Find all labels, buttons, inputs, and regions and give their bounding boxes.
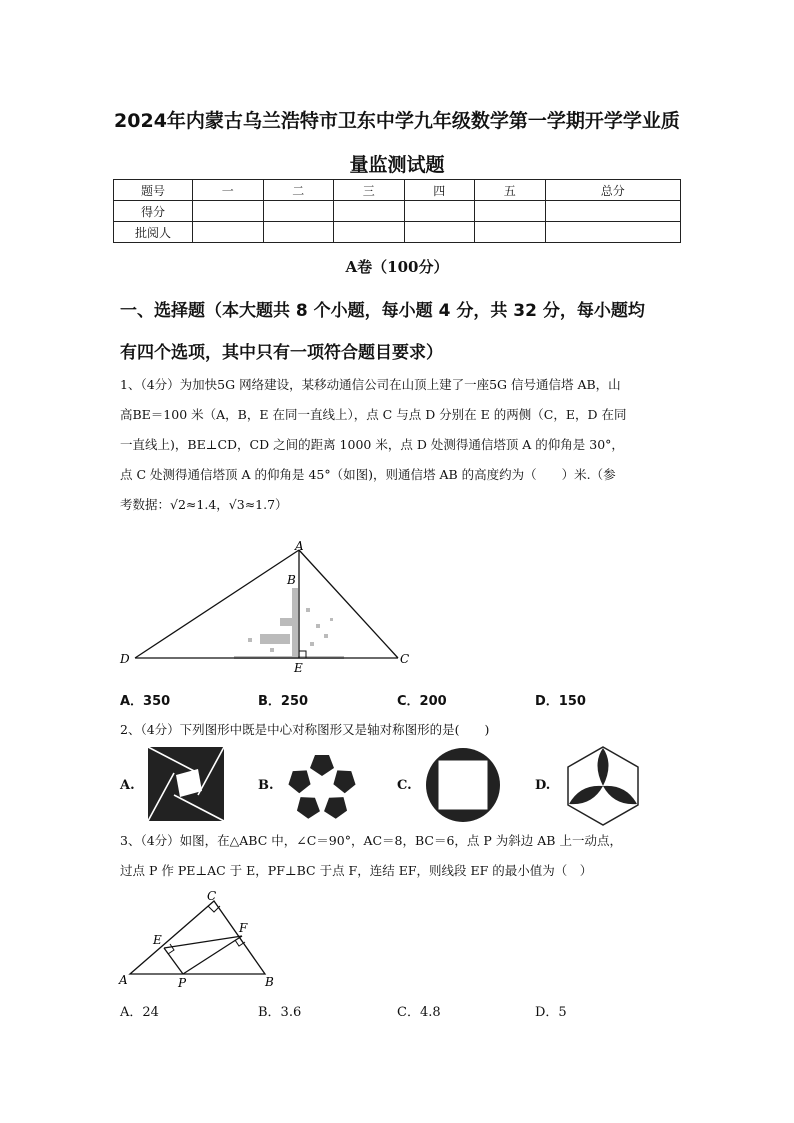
- question-1-text: [120, 370, 680, 520]
- option-c[interactable]: C．200: [397, 694, 447, 709]
- segment-pe: [164, 948, 183, 974]
- score-cell: [263, 222, 334, 243]
- score-table-header-cell: 总分: [545, 180, 681, 201]
- question-line: 1、（4分）为加快5G 网络建设，某移动通信公司在山顶上建了一座5G 信号通信塔 AB，山: [120, 377, 621, 392]
- question-3-text: [120, 826, 680, 886]
- score-cell: [545, 222, 681, 243]
- q2-option-b-label[interactable]: B.: [258, 778, 274, 793]
- paper-title-line-1: 2024年内蒙古乌兰浩特市卫东中学九年级数学第一学期开学学业质: [114, 110, 680, 132]
- paper-title-line-2: 量监测试题: [349, 154, 445, 176]
- score-table-header-row: [114, 180, 681, 201]
- score-cell: [404, 201, 475, 222]
- label-b: B: [287, 573, 296, 587]
- score-cell: [475, 222, 546, 243]
- score-cell: [334, 222, 405, 243]
- score-table-header-cell: 题号: [114, 180, 193, 201]
- q2-figure-a-pinwheel-square: [146, 745, 226, 823]
- score-cell: [475, 201, 546, 222]
- q2-option-a-label[interactable]: A.: [120, 778, 135, 793]
- question-line: 考数据：√2≈1.4，√3≈1.7）: [120, 497, 288, 512]
- label-f: F: [239, 921, 248, 935]
- question-line: 过点 P 作 PE⊥AC 于 E，PF⊥BC 于点 F，连结 EF，则线段 EF 的最小值为（ ）: [120, 863, 593, 878]
- score-cell: [404, 222, 475, 243]
- q2-figure-c-circle-square: [423, 745, 503, 825]
- score-table-header-cell: 五: [475, 180, 546, 201]
- option-d[interactable]: D．5: [535, 1005, 567, 1020]
- option-b[interactable]: B．250: [258, 694, 309, 709]
- section-1-heading-line-1: 一、选择题（本大题共 8 个小题，每小题 4 分，共 32 分，每小题均: [120, 301, 645, 321]
- score-row-label: 批阅人: [114, 222, 193, 243]
- label-d: D: [120, 652, 130, 666]
- option-c[interactable]: C．4.8: [397, 1005, 441, 1020]
- score-table-header-cell: 三: [334, 180, 405, 201]
- score-table-row: [114, 222, 681, 243]
- segment-pf: [183, 936, 242, 974]
- label-p: P: [178, 976, 187, 990]
- volume-title: A卷（100分）: [345, 258, 449, 276]
- line-ac: [299, 550, 398, 658]
- q2-option-d-label[interactable]: D.: [535, 778, 551, 793]
- question-1-figure: [110, 538, 420, 678]
- question-line: 一直线上)，BE⊥CD，CD 之间的距离 1000 米，点 D 处测得通信塔顶 A 的仰角是 30°，: [120, 437, 624, 452]
- mountain-shading: [234, 588, 344, 659]
- q2-figure-d-hexagon-leaves: [562, 744, 644, 828]
- label-c: C: [400, 652, 410, 666]
- label-e: E: [153, 933, 162, 947]
- score-table: [113, 179, 681, 243]
- score-table-header-cell: 一: [193, 180, 264, 201]
- label-b: B: [265, 975, 274, 989]
- score-cell: [263, 201, 334, 222]
- q2-figure-b-pentagon-flower: [282, 750, 362, 822]
- section-1-heading-line-2: 有四个选项，其中只有一项符合题目要求）: [120, 343, 443, 363]
- option-a[interactable]: A．350: [120, 694, 171, 709]
- label-a: A: [119, 973, 128, 987]
- question-line: 点 C 处测得通信塔顶 A 的仰角是 45°（如图)，则通信塔 AB 的高度约为（ ）米.（参: [120, 467, 616, 482]
- segment-ef: [164, 936, 242, 948]
- question-line: 3、（4分）如图，在△ABC 中，∠C＝90°，AC＝8，BC＝6，点 P 为斜边 AB 上一动点，: [120, 833, 622, 848]
- label-a: A: [295, 539, 304, 553]
- question-3-figure: [115, 888, 285, 992]
- label-e: E: [294, 661, 303, 675]
- score-table-row: [114, 201, 681, 222]
- question-2-text: 2、（4分）下列图形中既是中心对称图形又是轴对称图形的是( ): [120, 722, 490, 737]
- triangle-abc: [130, 901, 265, 974]
- score-cell: [193, 222, 264, 243]
- right-angle-f: [235, 940, 245, 946]
- question-line: 高BE＝100 米（A，B，E 在同一直线上），点 C 与点 D 分别在 E 的两侧（C，E，D 在同: [120, 407, 627, 422]
- right-angle-e: [168, 944, 174, 954]
- label-c: C: [207, 889, 217, 903]
- score-row-label: 得分: [114, 201, 193, 222]
- option-b[interactable]: B．3.6: [258, 1005, 302, 1020]
- score-table-header-cell: 四: [404, 180, 475, 201]
- score-cell: [193, 201, 264, 222]
- score-cell: [545, 201, 681, 222]
- q2-option-c-label[interactable]: C.: [397, 778, 412, 793]
- option-d[interactable]: D．150: [535, 694, 586, 709]
- score-cell: [334, 201, 405, 222]
- score-table-header-cell: 二: [263, 180, 334, 201]
- option-a[interactable]: A．24: [120, 1005, 159, 1020]
